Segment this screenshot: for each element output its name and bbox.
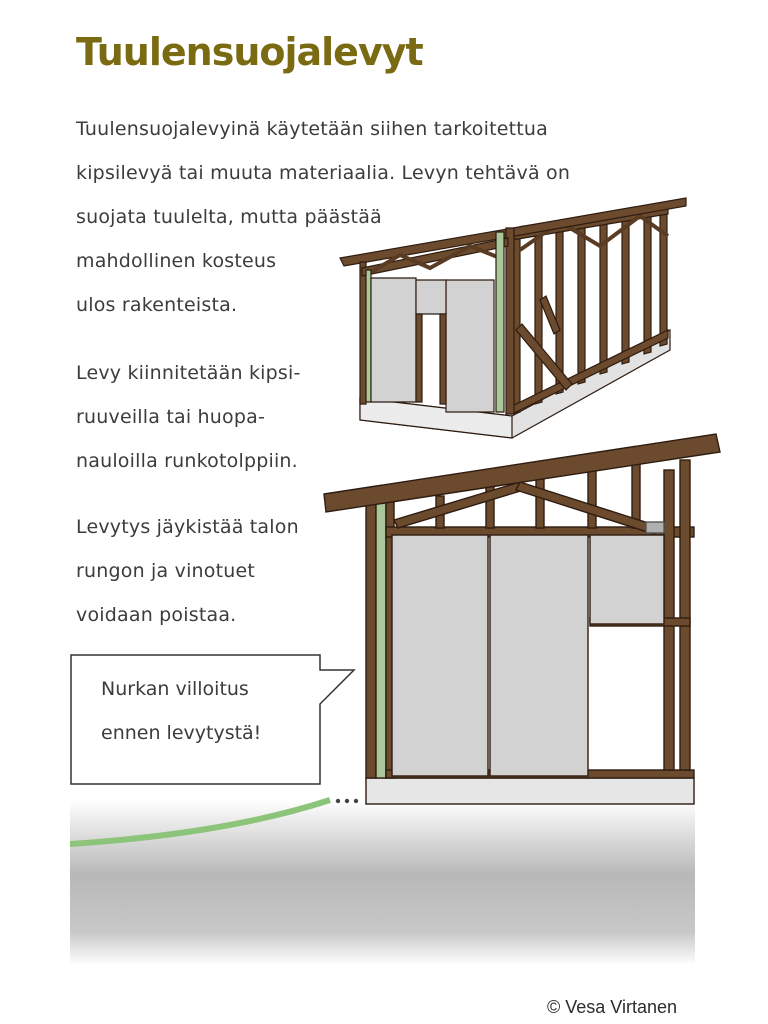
text-line: ruuveilla tai huopa- <box>76 406 266 428</box>
ground-area <box>70 800 695 965</box>
speech-bubble-text <box>101 667 261 755</box>
copyright-notice: © Vesa Virtanen <box>547 997 678 1017</box>
text-line: kipsilevyä tai muuta materiaalia. Levyn tehtävä on <box>76 162 571 184</box>
bubble-line: Nurkan villoitus <box>101 678 249 700</box>
small-frame-drawing <box>340 198 686 438</box>
ellipsis-dots <box>336 799 358 803</box>
text-line: voidaan poistaa. <box>76 604 237 626</box>
large-frame-drawing <box>324 434 720 804</box>
text-line: Levy kiinnitetään kipsi- <box>76 362 301 384</box>
text-line: nauloilla runkotolppiin. <box>76 450 298 472</box>
text-line: ulos rakenteista. <box>76 294 238 316</box>
bubble-line: ennen levytystä! <box>101 722 262 744</box>
text-line: Tuulensuojalevyinä käytetään siihen tarkoitettua <box>76 118 549 140</box>
text-line: suojata tuulelta, mutta päästää <box>76 206 382 228</box>
text-line: rungon ja vinotuet <box>76 560 256 582</box>
text-line: mahdollinen kosteus <box>76 250 277 272</box>
page-title: Tuulensuojalevyt <box>76 30 423 74</box>
text-line: Levytys jäykistää talon <box>76 516 299 538</box>
